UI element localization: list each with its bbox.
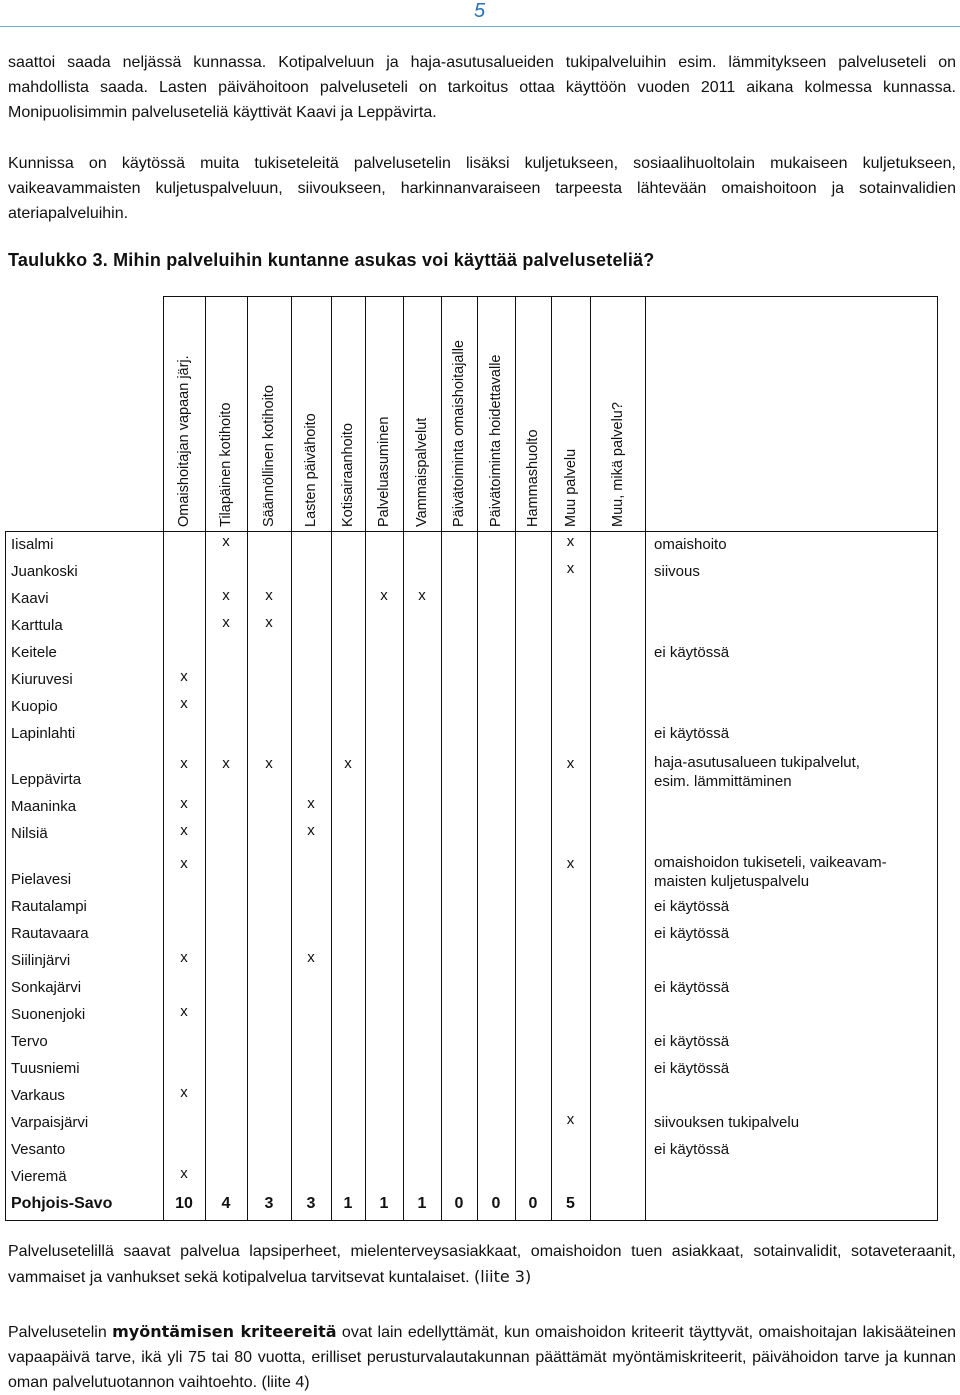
table-row [0, 639, 960, 666]
grid-line [365, 296, 366, 1220]
other-service-description [654, 535, 727, 554]
table-row [0, 1163, 960, 1190]
municipality-name: Sonkajärvi [11, 979, 82, 996]
column-header: Kotisairaanhoito [340, 423, 356, 527]
municipality-name: Leppävirta [11, 771, 82, 788]
municipality-name: Keitele [11, 644, 57, 661]
column-header: Omaishoitajan vapaan järj. [176, 355, 192, 527]
service-mark: x [180, 795, 188, 812]
column-header: Muu, mikä palvelu? [609, 402, 626, 527]
other-service-description [654, 1032, 729, 1051]
service-mark: x [222, 533, 230, 550]
column-header: Lasten päivähoito [303, 413, 319, 527]
grid-line [205, 296, 206, 1220]
service-mark: x [222, 587, 230, 604]
table-row [0, 920, 960, 947]
page-number: 5 [474, 0, 486, 22]
column-header: Tilapäinen kotihoito [218, 402, 234, 527]
comment-line: ei käytössä [654, 1141, 730, 1158]
table-row [0, 531, 960, 558]
total-row [0, 1190, 960, 1220]
grid-line [163, 296, 164, 1220]
comment-line: ei käytössä [654, 925, 730, 942]
service-mark: x [307, 795, 315, 812]
municipality-name: Kaavi [11, 590, 49, 607]
table-row [0, 847, 960, 893]
comment-line: haja-asutusalueen tukipalvelut, [654, 754, 860, 771]
other-service-description [654, 1140, 729, 1159]
column-header: Hammashuolto [525, 429, 541, 527]
grid-line [331, 296, 332, 1220]
table-row [0, 585, 960, 612]
table-title: Taulukko 3. Mihin palveluihin kuntanne asukas voi käyttää palveluseteliä? [8, 250, 655, 270]
table-row [0, 947, 960, 974]
comment-line: omaishoito [654, 536, 727, 553]
municipality-name: Rautalampi [11, 898, 87, 915]
municipality-name: Karttula [11, 617, 63, 634]
other-service-description [654, 724, 729, 743]
service-mark: x [566, 1111, 575, 1128]
comment-line: siivous [654, 563, 700, 580]
service-mark: x [180, 1084, 188, 1101]
total-value: 0 [528, 1195, 538, 1212]
criteria-intro: Palvelusetelin [8, 1324, 107, 1341]
municipality-name: Rautavaara [11, 925, 89, 942]
other-service-description [654, 643, 729, 662]
total-value: 5 [566, 1195, 575, 1212]
total-value: 0 [491, 1195, 501, 1212]
recipients-text: Palvelusetelillä saavat palvelua lapsiperheet, mielenterveysasiakkaat, omaishoidon tuen asiakkaat, sotainvalidit, sotaveteraanit, vammaiset ja vanhukset sekä kotipalvelua tarvitsevat kuntalaiset. [8, 1243, 956, 1286]
table-row [0, 558, 960, 585]
appendix-ref-3: (liite 3) [474, 1267, 532, 1286]
paragraph-recipients [8, 1239, 956, 1290]
column-header: Muu palvelu [562, 448, 579, 527]
grid-line [247, 296, 248, 1220]
table-row [0, 747, 960, 793]
service-mark: x [418, 587, 426, 604]
other-service-description [654, 753, 860, 791]
service-mark: x [180, 822, 188, 839]
service-mark: x [566, 533, 575, 550]
municipality-name: Kuopio [11, 698, 58, 715]
service-mark: x [344, 755, 352, 772]
comment-line: ei käytössä [654, 1033, 730, 1050]
comment-line: ei käytössä [654, 644, 730, 661]
municipality-name: Varkaus [11, 1087, 65, 1104]
table-row [0, 720, 960, 747]
municipality-name: Iisalmi [11, 536, 54, 553]
comment-line: ei käytössä [654, 979, 730, 996]
grid-line [403, 296, 404, 1220]
grid-line [163, 296, 937, 297]
table-row [0, 1028, 960, 1055]
total-value: 10 [175, 1195, 193, 1212]
service-mark: x [180, 949, 188, 966]
other-service-description [654, 853, 887, 891]
column-header: Päivätoiminta hoidettavalle [488, 354, 504, 527]
grid-line [441, 296, 442, 1220]
comment-line: maisten kuljetuspalvelu [654, 873, 810, 890]
comment-line: ei käytössä [654, 898, 730, 915]
other-service-description [654, 924, 729, 943]
municipality-name: Maaninka [11, 798, 77, 815]
comment-line: omaishoidon tukiseteli, vaikeavam- [654, 854, 887, 871]
other-service-description [654, 1059, 729, 1078]
column-header: Vammaispalvelut [414, 417, 430, 527]
comment-line: ei käytössä [654, 725, 730, 742]
comment-line: ei käytössä [654, 1060, 730, 1077]
municipality-name: Varpaisjärvi [11, 1114, 89, 1131]
grid-line [937, 296, 938, 1220]
service-mark: x [380, 587, 388, 604]
service-mark: x [222, 614, 230, 631]
total-value: 3 [264, 1195, 274, 1212]
total-value: 1 [343, 1195, 353, 1212]
paragraph-criteria [8, 1319, 956, 1395]
grid-line [5, 531, 938, 532]
table-row [0, 1055, 960, 1082]
municipality-name: Juankoski [11, 563, 78, 580]
total-value: 3 [306, 1195, 316, 1212]
table-row [0, 893, 960, 920]
municipality-name: Pielavesi [11, 871, 72, 888]
municipality-name: Siilinjärvi [11, 952, 71, 969]
municipality-name: Suonenjoki [11, 1006, 86, 1023]
column-header: Säännöllinen kotihoito [261, 385, 277, 527]
total-value: 1 [379, 1195, 389, 1212]
municipality-name: Lapinlahti [11, 725, 76, 742]
table-row [0, 793, 960, 820]
service-mark: x [222, 755, 230, 772]
appendix-ref-4: (liite 4) [261, 1374, 310, 1391]
service-mark: x [180, 1165, 188, 1182]
table-row [0, 1136, 960, 1163]
service-mark: x [307, 949, 315, 966]
grid-line [551, 296, 552, 1220]
criteria-bold: myöntämisen kriteereitä [112, 1322, 337, 1341]
municipality-name: Tuusniemi [11, 1060, 80, 1077]
municipality-name: Vesanto [11, 1141, 66, 1158]
table-row [0, 1109, 960, 1136]
total-value: 0 [454, 1195, 464, 1212]
grid-line [515, 296, 516, 1220]
region-total-name: Pohjois-Savo [11, 1195, 113, 1212]
comment-line: siivouksen tukipalvelu [654, 1114, 800, 1131]
municipality-name: Vieremä [11, 1168, 67, 1185]
column-header: Palveluasuminen [376, 416, 392, 527]
grid-line [590, 296, 591, 1220]
total-value: 4 [221, 1195, 231, 1212]
column-header: Päivätoiminta omaishoitajalle [451, 340, 467, 527]
service-mark: x [180, 695, 188, 712]
table-row [0, 612, 960, 639]
table-row [0, 1082, 960, 1109]
service-mark: x [180, 668, 188, 685]
service-mark: x [265, 755, 273, 772]
comment-line: esim. lämmittäminen [654, 773, 792, 790]
service-mark: x [180, 1003, 188, 1020]
paragraph-other-vouchers: Kunnissa on käytössä muita tukiseteleitä palvelusetelin lisäksi kuljetukseen, sosiaalihuoltolain mukaiseen kuljetukseen, vaikeavammaisten kuljetuspalveluun, siivoukseen, harkinnanvaraiseen tarpeesta lähtevään omaishoitoon ja sotainvalidien ateriapalveluihin. [8, 155, 956, 222]
service-mark: x [265, 587, 273, 604]
service-mark: x [265, 614, 273, 631]
other-service-description [654, 1113, 799, 1132]
grid-line [645, 296, 646, 1220]
service-mark: x [566, 855, 575, 872]
criteria-text: ovat lain edellyttämät, kun omaishoidon kriteerit täyttyvät, omaishoitajan lakisääteinen vapaapäivä tarve, ikä yli 75 tai 80 vuotta, erilliset perusturvalautakunnan päättämät myöntämiskriteerit, päivähoidon tarve ja kunnan oman palvelutuotannon vaihtoehto. [8, 1324, 956, 1391]
header-rule [0, 26, 960, 27]
service-mark: x [307, 822, 315, 839]
grid-line [477, 296, 478, 1220]
table-row [0, 693, 960, 720]
municipality-name: Nilsiä [11, 825, 48, 842]
municipality-name: Kiuruvesi [11, 671, 73, 688]
municipality-name: Tervo [11, 1033, 48, 1050]
other-service-description [654, 897, 729, 916]
grid-line [291, 296, 292, 1220]
table-row [0, 820, 960, 847]
service-mark: x [180, 755, 188, 772]
other-service-description [654, 562, 700, 581]
total-value: 1 [417, 1195, 427, 1212]
grid-line [5, 1220, 938, 1221]
paragraph-intro: saattoi saada neljässä kunnassa. Kotipalveluun ja haja-asutusalueiden tukipalveluihin esim. lämmitykseen palveluseteli on mahdollista saada. Lasten päivähoitoon palveluseteli on tarkoitus ottaa käyttöön vuoden 2011 aikana kolmessa kunnassa. Monipuolisimmin palveluseteliä käyttivät Kaavi ja Leppävirta. [8, 54, 956, 121]
other-service-description [654, 978, 729, 997]
service-mark: x [566, 560, 575, 577]
grid-line [5, 531, 6, 1220]
service-mark: x [566, 755, 575, 772]
table-row [0, 666, 960, 693]
service-mark: x [180, 855, 188, 872]
table-row [0, 974, 960, 1001]
table-row [0, 1001, 960, 1028]
